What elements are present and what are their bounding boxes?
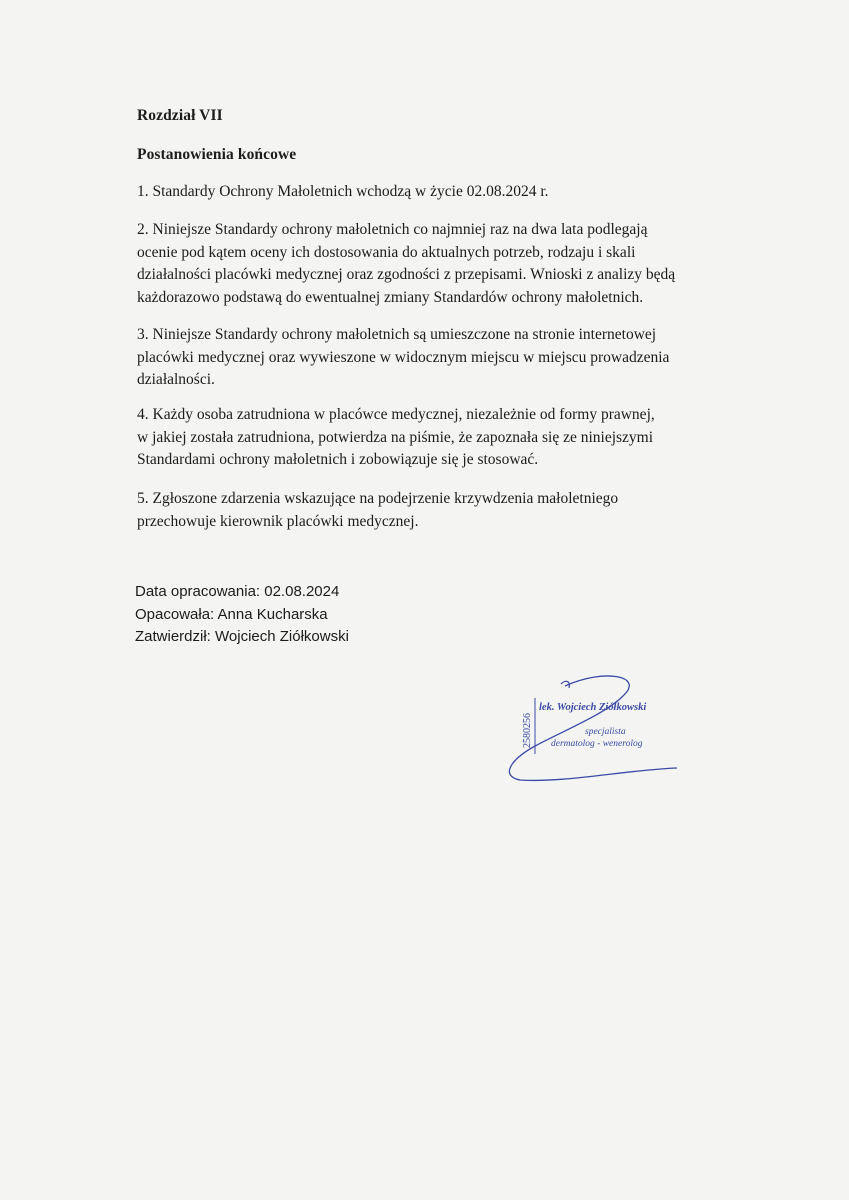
paragraph-4 (137, 404, 737, 472)
doctor-stamp (495, 668, 695, 798)
prepared-date: Data opracowania: 02.08.2024 (135, 583, 340, 600)
stamp-number: 2580256 (522, 713, 533, 748)
paragraph-line: Standardami ochrony małoletnich i zobowiązuje się je stosować. (137, 451, 539, 468)
approved-by: Zatwierdził: Wojciech Ziółkowski (135, 628, 349, 645)
stamp-name: lek. Wojciech Ziółkowski (539, 702, 647, 713)
paragraph-5 (137, 488, 737, 533)
paragraph-line: placówki medycznej oraz wywieszone w widocznym miejscu w miejscu prowadzenia (137, 348, 670, 366)
paragraph-line: działalności. (137, 371, 215, 388)
paragraph-line: przechowuje kierownik placówki medycznej. (137, 512, 419, 530)
chapter-heading: Rozdział VII (137, 107, 223, 124)
paragraph-2 (137, 219, 737, 309)
paragraph-line: działalności placówki medycznej oraz zgodności z przepisami. Wnioski z analizy będą (137, 266, 676, 283)
document-meta (135, 581, 349, 649)
paragraph-line: każdorazowo podstawą do ewentualnej zmiany Standardów ochrony małoletnich. (137, 288, 644, 306)
paragraph-line: 5. Zgłoszone zdarzenia wskazujące na podejrzenie krzywdzenia małoletniego (137, 490, 619, 507)
stamp-specialty: dermatolog - wenerolog (551, 739, 643, 749)
stamp-graphic (495, 668, 695, 798)
paragraph-line: 3. Niniejsze Standardy ochrony małoletnich są umieszczone na stronie internetowej (137, 326, 657, 343)
paragraph-line: 1. Standardy Ochrony Małoletnich wchodzą w życie 02.08.2024 r. (137, 183, 549, 200)
paragraph-3 (137, 324, 737, 392)
section-heading: Postanowienia końcowe (137, 146, 297, 163)
paragraph-line: ocenie pod kątem oceny ich dostosowania do aktualnych potrzeb, rodzaju i skali (137, 243, 636, 261)
paragraph-line: 2. Niniejsze Standardy ochrony małoletnich co najmniej raz na dwa lata podlegają (137, 221, 648, 238)
paragraph-line: 4. Każdy osoba zatrudniona w placówce medycznej, niezależnie od formy prawnej, (137, 406, 655, 423)
stamp-title: specjalista (585, 727, 626, 737)
paragraph-1 (137, 181, 737, 204)
paragraph-line: w jakiej została zatrudniona, potwierdza na piśmie, że zapoznała się ze niniejszymi (137, 428, 654, 446)
prepared-by: Opacowała: Anna Kucharska (135, 605, 328, 623)
